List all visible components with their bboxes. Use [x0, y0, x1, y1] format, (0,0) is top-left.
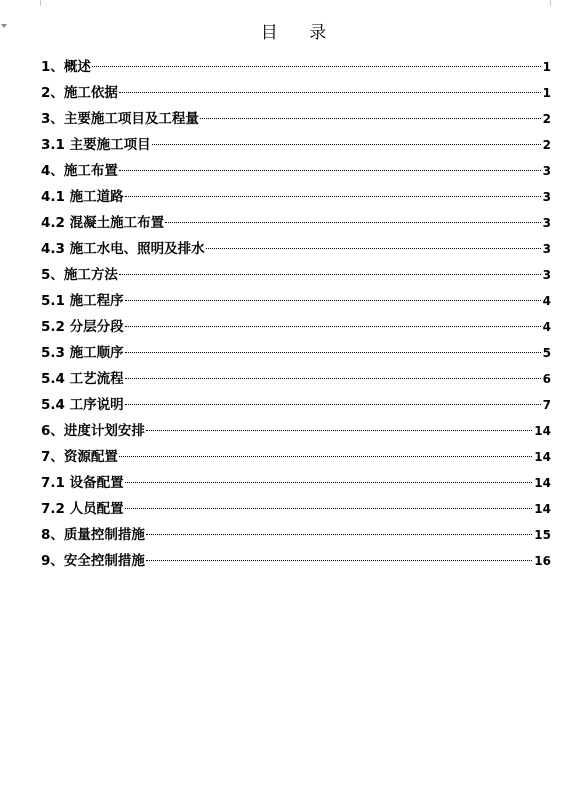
- toc-entry-label[interactable]: 5.4 工序说明: [41, 397, 124, 413]
- toc-entry-label[interactable]: 4.2 混凝土施工布置: [41, 215, 165, 231]
- toc-entry-page[interactable]: 15: [534, 528, 551, 542]
- toc-dot-leader: [125, 482, 533, 483]
- toc-entry-label[interactable]: 7、资源配置: [41, 449, 118, 465]
- toc-entry-page[interactable]: 3: [542, 164, 551, 178]
- toc-entry[interactable]: [41, 420, 551, 446]
- toc-entry[interactable]: [41, 238, 551, 264]
- toc-entry-page[interactable]: 16: [534, 554, 551, 568]
- toc-entry[interactable]: [41, 342, 551, 368]
- toc-entry-label[interactable]: 3.1 主要施工项目: [41, 137, 151, 153]
- toc-entry-page[interactable]: 14: [534, 502, 551, 516]
- toc-entry-label[interactable]: 4.1 施工道路: [41, 189, 124, 205]
- toc-entry-label[interactable]: 2、施工依据: [41, 85, 118, 101]
- toc-title: 目 录: [260, 23, 340, 43]
- toc-entry-page[interactable]: 4: [542, 294, 551, 308]
- toc-dot-leader: [146, 534, 532, 535]
- toc-dot-leader: [92, 66, 541, 67]
- toc-entry-page[interactable]: 3: [542, 268, 551, 282]
- toc-dot-leader: [125, 196, 541, 197]
- table-of-contents: [41, 56, 551, 576]
- toc-dot-leader: [125, 378, 541, 379]
- toc-entry-label[interactable]: 7.1 设备配置: [41, 475, 124, 491]
- toc-entry[interactable]: [41, 56, 551, 82]
- toc-dot-leader: [119, 274, 541, 275]
- toc-entry[interactable]: [41, 82, 551, 108]
- toc-entry[interactable]: [41, 134, 551, 160]
- toc-dot-leader: [146, 560, 532, 561]
- toc-entry-label[interactable]: 5.2 分层分段: [41, 319, 124, 335]
- toc-entry-page[interactable]: 14: [534, 450, 551, 464]
- toc-entry-page[interactable]: 1: [542, 86, 551, 100]
- toc-entry[interactable]: [41, 108, 551, 134]
- toc-entry-label[interactable]: 5.3 施工顺序: [41, 345, 124, 361]
- toc-entry-page[interactable]: 14: [534, 424, 551, 438]
- toc-entry[interactable]: [41, 368, 551, 394]
- toc-dot-leader: [165, 222, 541, 223]
- toc-dot-leader: [125, 326, 541, 327]
- toc-dot-leader: [146, 430, 532, 431]
- toc-dot-leader: [119, 92, 541, 93]
- toc-entry-page[interactable]: 3: [542, 216, 551, 230]
- toc-entry[interactable]: [41, 394, 551, 420]
- crop-mark-top-right: [550, 0, 587, 6]
- toc-entry[interactable]: [41, 446, 551, 472]
- toc-entry-label[interactable]: 3、主要施工项目及工程量: [41, 111, 199, 127]
- toc-entry-page[interactable]: 6: [542, 372, 551, 386]
- toc-entry[interactable]: [41, 290, 551, 316]
- toc-dot-leader: [206, 248, 541, 249]
- toc-entry-label[interactable]: 6、进度计划安排: [41, 423, 145, 439]
- toc-entry-label[interactable]: 9、安全控制措施: [41, 553, 145, 569]
- toc-dot-leader: [125, 404, 541, 405]
- toc-entry-page[interactable]: 7: [542, 398, 551, 412]
- toc-dot-leader: [125, 300, 541, 301]
- toc-dot-leader: [200, 118, 541, 119]
- toc-entry-page[interactable]: 5: [542, 346, 551, 360]
- toc-dot-leader: [152, 144, 541, 145]
- toc-dot-leader: [119, 170, 541, 171]
- toc-entry-page[interactable]: 2: [542, 112, 551, 126]
- toc-entry-label[interactable]: 8、质量控制措施: [41, 527, 145, 543]
- toc-entry-label[interactable]: 5、施工方法: [41, 267, 118, 283]
- toc-entry-page[interactable]: 2: [542, 138, 551, 152]
- toc-entry-label[interactable]: 1、概述: [41, 59, 91, 75]
- toc-entry[interactable]: [41, 550, 551, 576]
- toc-entry-page[interactable]: 4: [542, 320, 551, 334]
- crop-mark-top-left: [0, 0, 41, 6]
- toc-entry-page[interactable]: 3: [542, 242, 551, 256]
- toc-entry[interactable]: [41, 160, 551, 186]
- toc-entry-label[interactable]: 5.4 工艺流程: [41, 371, 124, 387]
- toc-entry[interactable]: [41, 316, 551, 342]
- toc-dot-leader: [125, 508, 533, 509]
- toc-entry-label[interactable]: 4.3 施工水电、照明及排水: [41, 241, 205, 257]
- toc-dot-leader: [119, 456, 532, 457]
- toc-entry[interactable]: [41, 524, 551, 550]
- toc-entry-page[interactable]: 3: [542, 190, 551, 204]
- toc-entry[interactable]: [41, 472, 551, 498]
- toc-entry[interactable]: [41, 498, 551, 524]
- toc-entry-label[interactable]: 5.1 施工程序: [41, 293, 124, 309]
- toc-entry[interactable]: [41, 212, 551, 238]
- toc-entry[interactable]: [41, 264, 551, 290]
- toc-entry-page[interactable]: 1: [542, 60, 551, 74]
- toc-dot-leader: [125, 352, 541, 353]
- toc-entry[interactable]: [41, 186, 551, 212]
- toc-entry-label[interactable]: 4、施工布置: [41, 163, 118, 179]
- toc-entry-label[interactable]: 7.2 人员配置: [41, 501, 124, 517]
- toc-entry-page[interactable]: 14: [534, 476, 551, 490]
